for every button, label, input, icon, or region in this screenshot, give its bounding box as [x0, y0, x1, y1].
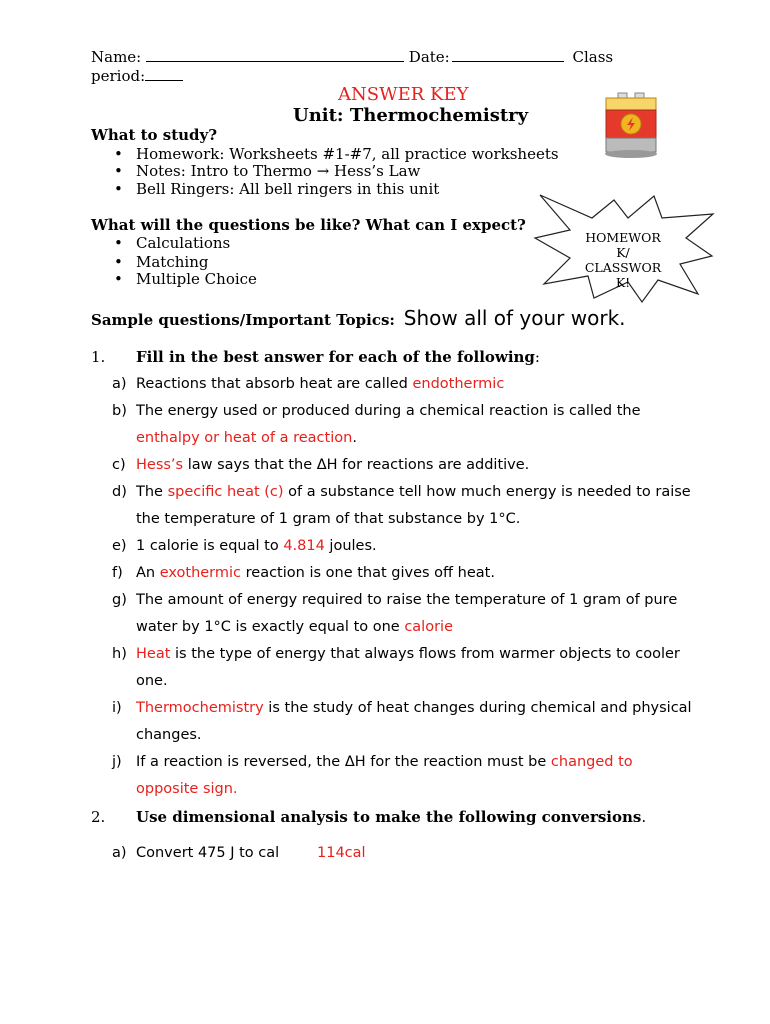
item-text: The energy used or produced during a chemical reaction is called the — [136, 403, 641, 419]
item-text: water by 1°C is exactly equal to one — [136, 619, 405, 635]
q1-prompt: Fill in the best answer for each of the following — [136, 348, 535, 366]
sample-heading-line — [91, 306, 626, 330]
item-text: reaction is one that gives off heat. — [241, 565, 495, 581]
item-text: Convert 475 J to cal — [136, 845, 280, 861]
bullet: • — [114, 145, 123, 163]
battery-icon — [600, 90, 662, 162]
item-text: is the study of heat changes during chemical and physical — [263, 700, 692, 716]
name-label: Name: — [91, 48, 142, 66]
item-answer: 114cal — [317, 845, 366, 861]
item-text: Reactions that absorb heat are called — [136, 376, 413, 392]
item-text: . — [352, 430, 357, 446]
starburst-line: K! — [615, 275, 631, 290]
bullet: • — [114, 234, 123, 252]
item-label: f) — [112, 565, 123, 581]
item-text: the temperature of 1 gram of that substance by 1°C. — [136, 511, 521, 527]
period-blank[interactable] — [145, 66, 183, 81]
starburst-line: CLASSWOR — [584, 260, 662, 275]
study-heading: What to study? — [91, 126, 218, 144]
item-label: g) — [112, 592, 127, 608]
item-text: An — [136, 565, 160, 581]
item-answer: Thermochemistry — [136, 700, 264, 716]
q2-period: . — [641, 808, 647, 826]
item-answer: changed to — [550, 754, 633, 770]
item-text: one. — [136, 673, 168, 689]
unit-title: Unit: Thermochemistry — [293, 105, 529, 126]
expect-heading: What will the questions be like? What can I expect? — [91, 216, 526, 234]
item-answer: enthalpy or heat of a reaction — [136, 430, 353, 446]
item-text: of a substance tell how much energy is needed to raise — [283, 484, 691, 500]
item-text: The amount of energy required to raise the temperature of 1 gram of pure — [136, 592, 678, 608]
item-label: a) — [112, 845, 127, 861]
q2-prompt-line — [136, 808, 646, 826]
item-text: changes. — [136, 727, 202, 743]
bullet: • — [114, 180, 123, 198]
q1-colon: : — [534, 348, 540, 366]
q1-number: 1. — [91, 348, 106, 366]
item-label: j) — [112, 754, 122, 770]
list-item: Calculations — [136, 234, 231, 252]
item-label: b) — [112, 403, 127, 419]
item-label: e) — [112, 538, 127, 554]
item-label: d) — [112, 484, 127, 500]
starburst-line: HOMEWOR — [585, 230, 661, 245]
bullet: • — [114, 270, 123, 288]
item-text: joules. — [324, 538, 377, 554]
sample-heading: Sample questions/Important Topics: — [91, 311, 395, 329]
item-answer: calorie — [404, 619, 453, 635]
bullet: • — [114, 253, 123, 271]
list-item: Notes: Intro to Thermo → Hess’s Law — [136, 162, 421, 180]
q1-prompt-line — [136, 348, 540, 366]
item-text: 1 calorie is equal to — [136, 538, 284, 554]
starburst-text — [578, 230, 668, 290]
q2-number: 2. — [91, 808, 106, 826]
item-answer: Heat — [136, 646, 171, 662]
item-text: The — [136, 484, 168, 500]
q2-prompt: Use dimensional analysis to make the following conversions — [136, 808, 642, 826]
item-answer: Hess’s — [136, 457, 184, 473]
item-answer: specific heat (c) — [167, 484, 284, 500]
list-item: Bell Ringers: All bell ringers in this unit — [136, 180, 440, 198]
item-label: h) — [112, 646, 127, 662]
date-label: Date: — [408, 48, 450, 66]
list-item: Homework: Worksheets #1-#7, all practice worksheets — [136, 145, 559, 163]
item-label: i) — [112, 700, 122, 716]
period-line — [91, 66, 183, 85]
item-label: c) — [112, 457, 126, 473]
item-answer: opposite sign. — [136, 781, 238, 797]
date-blank[interactable] — [452, 47, 564, 62]
item-label: a) — [112, 376, 127, 392]
period-label: period: — [91, 67, 146, 85]
item-text: law says that the ΔH for reactions are additive. — [183, 457, 530, 473]
list-item: Matching — [136, 253, 209, 271]
answer-key-title: ANSWER KEY — [338, 84, 469, 105]
item-text: If a reaction is reversed, the ΔH for the reaction must be — [136, 754, 551, 770]
list-item: Multiple Choice — [136, 270, 257, 288]
item-answer: exothermic — [159, 565, 242, 581]
name-line — [91, 47, 613, 66]
class-label: Class — [572, 48, 614, 66]
name-blank[interactable] — [146, 47, 404, 62]
item-text: is the type of energy that always flows from warmer objects to cooler — [170, 646, 680, 662]
item-answer: 4.814 — [283, 538, 325, 554]
bullet: • — [114, 162, 123, 180]
item-answer: endothermic — [412, 376, 505, 392]
starburst-line: K/ — [616, 245, 630, 260]
sample-note: Show all of your work. — [403, 306, 626, 330]
